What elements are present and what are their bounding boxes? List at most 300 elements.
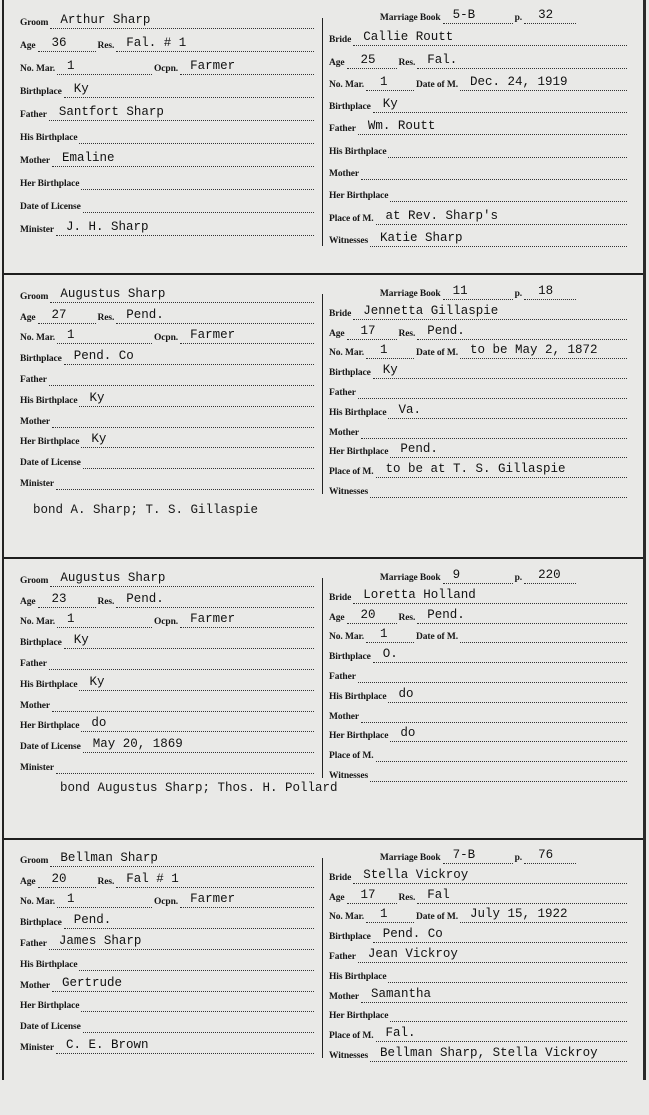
field-value-line bbox=[417, 607, 627, 624]
bride-field-row bbox=[329, 46, 629, 68]
field-value-line bbox=[366, 906, 414, 923]
field-value-line bbox=[38, 35, 96, 52]
field-label: Date of M. bbox=[416, 348, 458, 359]
field-value: Pend. bbox=[427, 607, 465, 622]
field-value: Emaline bbox=[62, 151, 115, 165]
bride-field-row bbox=[329, 983, 629, 1003]
field-value: Pend. bbox=[427, 323, 465, 338]
card-separator bbox=[4, 557, 643, 559]
field-label: Witnesses bbox=[329, 486, 369, 497]
field-value-line bbox=[49, 933, 314, 950]
field-value: Ky bbox=[382, 363, 398, 378]
field-label: Res. bbox=[398, 328, 416, 339]
field-value-line bbox=[353, 587, 627, 604]
field-label: His Birthplace bbox=[329, 691, 387, 702]
bride-field-row bbox=[329, 478, 629, 498]
bride-section bbox=[329, 842, 629, 1062]
field-value-line bbox=[390, 185, 627, 202]
groom-field-row bbox=[20, 691, 316, 712]
field-value-line bbox=[56, 219, 314, 236]
field-value: Pend. bbox=[400, 442, 438, 457]
groom-section bbox=[20, 282, 316, 490]
field-label: Mother bbox=[329, 711, 359, 722]
field-label: Place of M. bbox=[329, 213, 374, 224]
field-label: His Birthplace bbox=[20, 395, 78, 406]
field-value-line bbox=[388, 141, 627, 158]
bride-field-row bbox=[329, 278, 629, 300]
groom-field-row bbox=[20, 6, 316, 29]
field-value-line bbox=[358, 946, 627, 963]
groom-field-row bbox=[20, 324, 316, 345]
field-value-line bbox=[370, 230, 627, 247]
field-value: 1 bbox=[380, 627, 388, 642]
bride-field-row bbox=[329, 723, 629, 743]
field-label: Marriage Book bbox=[379, 573, 441, 583]
bride-field-row bbox=[329, 458, 629, 478]
field-label: Birthplace bbox=[329, 932, 371, 943]
groom-field-row bbox=[20, 908, 316, 929]
field-value-line bbox=[347, 323, 397, 340]
field-value: Gertrude bbox=[62, 975, 123, 990]
field-value: Stella Vickroy bbox=[363, 867, 469, 882]
field-value-line bbox=[57, 327, 152, 344]
groom-field-row bbox=[20, 753, 316, 774]
field-value-line bbox=[83, 1016, 314, 1033]
field-value-line bbox=[50, 12, 314, 29]
field-label: Father bbox=[20, 658, 47, 669]
bride-field-row bbox=[329, 1003, 629, 1023]
bride-field-row bbox=[329, 904, 629, 924]
field-label: Marriage Book bbox=[379, 13, 441, 23]
field-value-line bbox=[353, 303, 627, 320]
field-value: 1 bbox=[380, 907, 388, 922]
field-value: Fal # 1 bbox=[126, 871, 179, 886]
field-value-line bbox=[370, 481, 627, 498]
field-value-line bbox=[460, 74, 627, 91]
field-label: Ocpn. bbox=[154, 617, 179, 628]
field-value: James Sharp bbox=[58, 933, 142, 948]
field-value: 5-B bbox=[452, 8, 476, 22]
field-label: Date of License bbox=[20, 202, 81, 212]
field-label: Res. bbox=[398, 892, 416, 903]
field-value-line bbox=[79, 674, 314, 691]
field-label: Bride bbox=[329, 308, 352, 319]
field-value: to be at T. S. Gillaspie bbox=[385, 462, 566, 477]
field-value-line bbox=[390, 1005, 627, 1022]
field-value-line bbox=[49, 104, 314, 121]
field-label: Age bbox=[329, 57, 345, 68]
column-divider bbox=[322, 578, 323, 778]
field-value: at Rev. Sharp's bbox=[385, 208, 499, 223]
field-value-line bbox=[57, 58, 152, 75]
field-label: Father bbox=[20, 374, 47, 385]
groom-field-row bbox=[20, 1012, 316, 1033]
field-value: 1 bbox=[67, 612, 75, 627]
groom-field-row bbox=[20, 867, 316, 888]
field-label: Father bbox=[20, 938, 47, 949]
bride-field-row bbox=[329, 762, 629, 782]
field-label: Place of M. bbox=[329, 751, 374, 762]
groom-field-row bbox=[20, 587, 316, 608]
field-value-line bbox=[83, 196, 314, 213]
field-label: Mother bbox=[20, 700, 50, 711]
field-value: 76 bbox=[538, 848, 554, 862]
field-value-line bbox=[180, 327, 314, 344]
groom-field-row bbox=[20, 888, 316, 909]
field-value-line bbox=[443, 567, 513, 584]
groom-field-row bbox=[20, 846, 316, 867]
field-label: Birthplace bbox=[329, 368, 371, 379]
field-label: Date of M. bbox=[416, 79, 458, 90]
groom-field-row bbox=[20, 469, 316, 490]
field-label: Witnesses bbox=[329, 235, 369, 246]
field-value: Bellman Sharp, Stella Vickroy bbox=[380, 1045, 598, 1060]
field-label: Birthplace bbox=[20, 87, 62, 97]
field-value: J. H. Sharp bbox=[66, 220, 149, 234]
field-value-line bbox=[347, 887, 397, 904]
field-value-line bbox=[50, 286, 314, 303]
groom-field-row bbox=[20, 649, 316, 670]
groom-field-row bbox=[20, 303, 316, 324]
field-label: Date of License bbox=[20, 458, 81, 469]
field-label: No. Mar. bbox=[20, 617, 55, 628]
field-value-line bbox=[52, 411, 314, 428]
field-value: 220 bbox=[538, 568, 561, 582]
field-value: Fal. bbox=[427, 52, 458, 67]
bride-field-row bbox=[329, 1022, 629, 1042]
field-label: p. bbox=[514, 13, 523, 23]
field-value-line bbox=[57, 891, 152, 908]
groom-field-row bbox=[20, 929, 316, 950]
field-label: Res. bbox=[97, 596, 115, 607]
field-value: Loretta Holland bbox=[363, 587, 476, 602]
field-value-line bbox=[50, 570, 314, 587]
column-divider bbox=[322, 294, 323, 494]
field-value: to be May 2, 1872 bbox=[470, 343, 598, 358]
groom-field-row bbox=[20, 121, 316, 144]
field-value: 1 bbox=[380, 74, 388, 89]
bride-field-row bbox=[329, 842, 629, 864]
bride-field-row bbox=[329, 624, 629, 644]
field-value-line bbox=[116, 307, 314, 324]
field-label: Age bbox=[329, 612, 345, 623]
field-label: No. Mar. bbox=[329, 632, 364, 643]
field-value: 9 bbox=[452, 568, 461, 582]
bride-field-row bbox=[329, 884, 629, 904]
field-label: p. bbox=[514, 853, 523, 863]
field-value-line bbox=[49, 369, 314, 386]
field-label: Mother bbox=[20, 416, 50, 427]
field-value-line bbox=[524, 7, 576, 24]
field-value: 18 bbox=[538, 284, 554, 298]
field-value: Ky bbox=[73, 633, 89, 648]
field-value-line bbox=[347, 52, 397, 69]
bride-field-row bbox=[329, 703, 629, 723]
field-value: Augustus Sharp bbox=[60, 286, 166, 301]
field-value: Farmer bbox=[190, 59, 236, 73]
field-label: Bride bbox=[329, 592, 352, 603]
field-label: No. Mar. bbox=[20, 333, 55, 344]
field-value-line bbox=[390, 441, 627, 458]
field-value: Pend. Co bbox=[382, 927, 443, 942]
field-value: Katie Sharp bbox=[380, 230, 463, 245]
field-value-line bbox=[38, 591, 96, 608]
field-value-line bbox=[79, 390, 314, 407]
field-value: Farmer bbox=[190, 612, 236, 627]
bride-field-row bbox=[329, 2, 629, 24]
field-value-line bbox=[443, 283, 513, 300]
bride-field-row bbox=[329, 399, 629, 419]
bride-field-row bbox=[329, 69, 629, 91]
field-label: His Birthplace bbox=[329, 146, 387, 157]
field-value-line bbox=[366, 74, 414, 91]
groom-field-row bbox=[20, 608, 316, 629]
bride-field-row bbox=[329, 663, 629, 683]
field-value-line bbox=[388, 686, 627, 703]
field-label: Ocpn. bbox=[154, 64, 179, 74]
field-value: do bbox=[400, 726, 416, 741]
field-value-line bbox=[358, 382, 627, 399]
field-value-line bbox=[361, 422, 627, 439]
field-value-line bbox=[57, 611, 152, 628]
field-label: Res. bbox=[398, 57, 416, 68]
field-value-line bbox=[376, 1025, 627, 1042]
field-value: Fal. bbox=[385, 1026, 416, 1041]
field-label: Age bbox=[20, 876, 36, 887]
field-label: His Birthplace bbox=[20, 959, 78, 970]
field-value: 23 bbox=[51, 591, 67, 606]
field-label: Father bbox=[329, 387, 356, 398]
field-label: Mother bbox=[329, 991, 359, 1002]
groom-field-row bbox=[20, 29, 316, 52]
field-label: Mother bbox=[329, 169, 359, 180]
field-label: Birthplace bbox=[20, 918, 62, 929]
field-value-line bbox=[366, 342, 414, 359]
field-value-line bbox=[38, 871, 96, 888]
column-divider bbox=[322, 858, 323, 1058]
bride-field-row bbox=[329, 379, 629, 399]
field-value-line bbox=[460, 906, 627, 923]
field-value-line bbox=[79, 127, 314, 144]
field-label: Her Birthplace bbox=[20, 721, 80, 732]
field-label: Witnesses bbox=[329, 1050, 369, 1061]
field-value-line bbox=[116, 35, 314, 52]
field-label: Groom bbox=[20, 855, 49, 866]
field-value: Pend. bbox=[126, 591, 164, 606]
field-value-line bbox=[366, 626, 414, 643]
field-value: Pend. bbox=[126, 307, 164, 322]
field-value-line bbox=[81, 431, 314, 448]
bride-field-row bbox=[329, 135, 629, 157]
bride-field-row bbox=[329, 963, 629, 983]
field-value: O. bbox=[382, 647, 398, 662]
field-label: Place of M. bbox=[329, 1031, 374, 1042]
field-value-line bbox=[417, 887, 627, 904]
field-label: Minister bbox=[20, 1042, 55, 1053]
groom-section bbox=[20, 566, 316, 774]
bride-field-row bbox=[329, 113, 629, 135]
field-value-line bbox=[116, 591, 314, 608]
field-value: 36 bbox=[51, 36, 67, 50]
field-value-line bbox=[373, 362, 627, 379]
field-label: His Birthplace bbox=[20, 133, 78, 143]
bond-note: bond A. Sharp; T. S. Gillaspie bbox=[33, 503, 259, 517]
field-label: Age bbox=[20, 312, 36, 323]
field-label: Father bbox=[329, 671, 356, 682]
field-value-line bbox=[49, 653, 314, 670]
field-label: Her Birthplace bbox=[329, 731, 389, 742]
field-label: Witnesses bbox=[329, 770, 369, 781]
bride-field-row bbox=[329, 300, 629, 320]
field-value-line bbox=[64, 348, 314, 365]
bride-field-row bbox=[329, 202, 629, 224]
field-label: Ocpn. bbox=[154, 897, 179, 908]
field-value-line bbox=[180, 891, 314, 908]
bride-field-row bbox=[329, 320, 629, 340]
field-value: Farmer bbox=[190, 892, 236, 907]
field-label: Age bbox=[329, 892, 345, 903]
field-label: Res. bbox=[97, 41, 115, 51]
field-value-line bbox=[376, 745, 627, 762]
field-label: Date of M. bbox=[416, 632, 458, 643]
field-label: Res. bbox=[97, 876, 115, 887]
field-value: 20 bbox=[360, 607, 376, 622]
field-value-line bbox=[460, 342, 627, 359]
field-value-line bbox=[361, 163, 627, 180]
field-value-line bbox=[358, 666, 627, 683]
bride-section bbox=[329, 278, 629, 498]
field-value-line bbox=[373, 646, 627, 663]
field-label: Minister bbox=[20, 762, 55, 773]
field-label: No. Mar. bbox=[20, 64, 55, 74]
field-value: Bellman Sharp bbox=[60, 850, 158, 865]
groom-field-row bbox=[20, 428, 316, 449]
groom-field-row bbox=[20, 971, 316, 992]
field-value-line bbox=[358, 118, 627, 135]
field-value-line bbox=[443, 847, 513, 864]
field-value: Dec. 24, 1919 bbox=[470, 74, 568, 89]
field-value: Pend. bbox=[73, 913, 112, 928]
field-label: Age bbox=[329, 328, 345, 339]
groom-field-row bbox=[20, 167, 316, 190]
field-value-line bbox=[388, 402, 627, 419]
field-label: Date of License bbox=[20, 1022, 81, 1033]
field-value-line bbox=[376, 461, 627, 478]
field-value-line bbox=[81, 715, 314, 732]
field-label: Date of License bbox=[20, 742, 81, 753]
field-value-line bbox=[524, 567, 576, 584]
field-value-line bbox=[361, 706, 627, 723]
groom-field-row bbox=[20, 712, 316, 733]
field-label: No. Mar. bbox=[20, 897, 55, 908]
field-label: p. bbox=[514, 573, 523, 583]
field-value: 1 bbox=[67, 59, 75, 73]
bride-field-row bbox=[329, 943, 629, 963]
field-value-line bbox=[353, 29, 627, 46]
field-label: Ocpn. bbox=[154, 333, 179, 344]
field-value-line bbox=[388, 966, 627, 983]
field-value: May 20, 1869 bbox=[92, 737, 183, 752]
bride-field-row bbox=[329, 604, 629, 624]
field-label: Her Birthplace bbox=[329, 191, 389, 202]
groom-field-row bbox=[20, 190, 316, 213]
field-label: Mother bbox=[329, 427, 359, 438]
groom-field-row bbox=[20, 282, 316, 303]
field-label: Bride bbox=[329, 872, 352, 883]
bride-field-row bbox=[329, 419, 629, 439]
bride-field-row bbox=[329, 359, 629, 379]
field-value-line bbox=[56, 757, 314, 774]
field-value: Jennetta Gillaspie bbox=[363, 303, 499, 318]
field-value-line bbox=[347, 607, 397, 624]
groom-field-row bbox=[20, 670, 316, 691]
field-value-line bbox=[38, 307, 96, 324]
marriage-record-card bbox=[0, 0, 649, 275]
field-value-line bbox=[83, 736, 314, 753]
field-value: Fal bbox=[427, 887, 450, 902]
field-value: Samantha bbox=[371, 986, 432, 1001]
field-value: Ky bbox=[89, 390, 105, 405]
bride-field-row bbox=[329, 584, 629, 604]
field-value-line bbox=[52, 695, 314, 712]
field-value: Farmer bbox=[190, 328, 236, 343]
field-value-line bbox=[52, 975, 314, 992]
field-label: Marriage Book bbox=[379, 289, 441, 299]
field-label: Groom bbox=[20, 18, 49, 28]
field-value-line bbox=[370, 765, 627, 782]
field-value-line bbox=[116, 871, 314, 888]
bride-field-row bbox=[329, 562, 629, 584]
field-value: 27 bbox=[51, 307, 67, 322]
groom-field-row bbox=[20, 628, 316, 649]
field-value: 1 bbox=[67, 892, 75, 907]
field-value-line bbox=[417, 52, 627, 69]
field-label: Res. bbox=[97, 312, 115, 323]
field-value-line bbox=[460, 626, 627, 643]
field-value: do bbox=[91, 716, 107, 731]
groom-field-row bbox=[20, 144, 316, 167]
field-value-line bbox=[56, 1037, 314, 1054]
bride-field-row bbox=[329, 91, 629, 113]
field-value: Fal. # 1 bbox=[126, 36, 187, 50]
field-label: Birthplace bbox=[329, 652, 371, 663]
bride-field-row bbox=[329, 742, 629, 762]
bride-field-row bbox=[329, 340, 629, 360]
groom-field-row bbox=[20, 1033, 316, 1054]
bride-field-row bbox=[329, 158, 629, 180]
field-value-line bbox=[373, 926, 627, 943]
field-value-line bbox=[50, 850, 314, 867]
field-label: No. Mar. bbox=[329, 348, 364, 359]
field-value-line bbox=[361, 986, 627, 1003]
field-label: Date of M. bbox=[416, 912, 458, 923]
bride-field-row bbox=[329, 923, 629, 943]
bride-field-row bbox=[329, 24, 629, 46]
field-label: Res. bbox=[398, 612, 416, 623]
field-value: C. E. Brown bbox=[66, 1037, 149, 1052]
bride-field-row bbox=[329, 643, 629, 663]
groom-section bbox=[20, 846, 316, 1054]
field-value-line bbox=[390, 725, 627, 742]
groom-field-row bbox=[20, 344, 316, 365]
marriage-record-card bbox=[0, 840, 649, 1115]
field-label: Father bbox=[329, 124, 356, 135]
bond-note: bond Augustus Sharp; Thos. H. Pollard bbox=[60, 781, 338, 795]
field-label: Age bbox=[20, 596, 36, 607]
field-value: Arthur Sharp bbox=[60, 13, 151, 27]
field-label: Father bbox=[329, 951, 356, 962]
field-value-line bbox=[79, 954, 314, 971]
